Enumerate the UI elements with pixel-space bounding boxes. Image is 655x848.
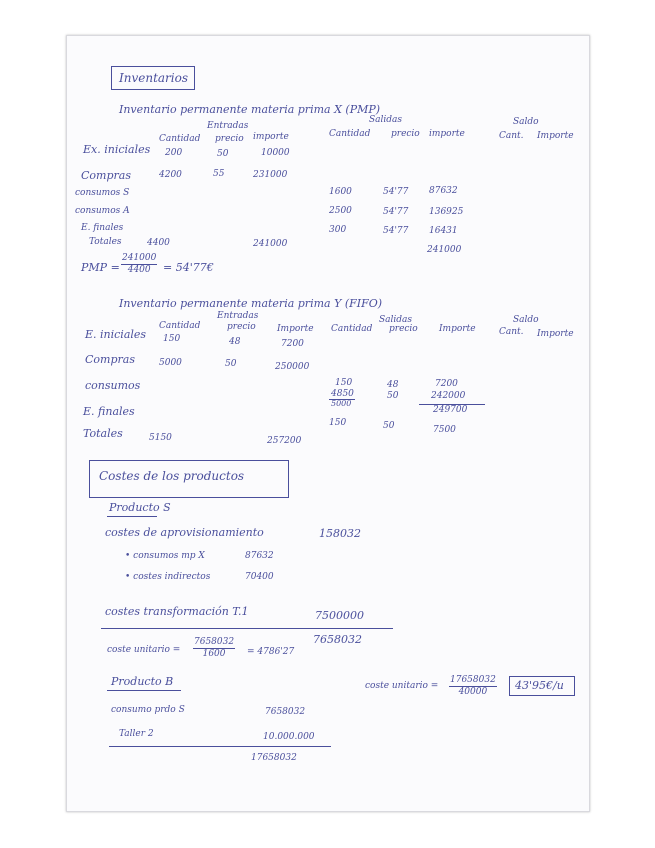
t1-col-precio-out: precio — [391, 129, 420, 139]
t2-col-cant-saldo: Cant. — [499, 327, 524, 337]
t1-tot-importe-in: 241000 — [253, 239, 288, 249]
t2-com-precio: 50 — [225, 359, 237, 369]
t2-cons-precio-b: 50 — [387, 391, 399, 401]
t2-cons-cant-a: 150 — [335, 378, 353, 388]
ps-unit-result: = 4786'27 — [247, 647, 295, 657]
producto-s-underline — [107, 516, 157, 517]
t2-cons-importe-b: 242000 — [431, 391, 466, 401]
t2-row-label-compras: Compras — [85, 353, 135, 366]
t1-tot-importe-out: 241000 — [427, 245, 462, 255]
t2-ini-precio: 48 — [229, 337, 241, 347]
t1-col-importe-saldo: Importe — [537, 131, 574, 141]
costes-title: Costes de los productos — [99, 469, 245, 483]
pb-unit-den: 40000 — [458, 687, 488, 698]
t1-ca-importe: 136925 — [429, 207, 464, 217]
ps-total: 7658032 — [313, 633, 362, 646]
t1-pmp-label: PMP = — [81, 261, 120, 274]
t2-row-label-consumos: consumos — [85, 379, 141, 392]
ps-indirectos-value: 70400 — [245, 572, 274, 582]
ps-unit-label: coste unitario = — [107, 645, 181, 655]
t1-ef-precio: 54'77 — [383, 226, 409, 236]
t1-heading: Inventario permanente materia prima X (PMP) — [119, 103, 381, 116]
t1-col-cantidad: Cantidad — [159, 134, 201, 144]
ps-indirectos-label: • costes indirectos — [125, 572, 211, 582]
t2-cons-cant-c: 5000 — [331, 399, 352, 408]
t1-com-importe: 231000 — [253, 170, 288, 180]
ps-aprov-label: costes de aprovisionamiento — [105, 526, 264, 539]
t2-com-cant: 5000 — [159, 358, 182, 368]
t2-col-importe-saldo: Importe — [537, 329, 574, 339]
t1-tot-cant: 4400 — [147, 238, 170, 248]
t1-pmp-result: = 54'77€ — [163, 261, 214, 274]
ps-unit-num: 7658032 — [193, 638, 235, 649]
t1-row-label-compras: Compras — [81, 169, 131, 182]
ps-unit-den: 1600 — [202, 649, 226, 660]
producto-b-title: Producto B — [111, 675, 174, 688]
t2-col-precio: precio — [227, 322, 256, 332]
t1-pmp-num: 241000 — [121, 254, 157, 265]
t1-salidas: Salidas — [369, 115, 403, 125]
t2-row-label-iniciales: E. iniciales — [85, 328, 147, 341]
t2-tot-importe: 257200 — [267, 436, 302, 446]
t1-row-label-totales: Totales — [89, 237, 122, 247]
t1-ca-cant: 2500 — [329, 206, 352, 216]
t2-col-cantidad: Cantidad — [159, 321, 201, 331]
ps-aprov-value: 158032 — [319, 527, 361, 540]
t2-saldo: Saldo — [513, 315, 539, 325]
pb-consumo-value: 7658032 — [265, 707, 306, 717]
t2-cons-precio-a: 48 — [387, 380, 399, 390]
notebook-sheet — [66, 35, 590, 812]
inventarios-title: Inventarios — [119, 71, 189, 85]
t1-pmp-fraction — [121, 254, 157, 276]
t2-entradas: Entradas — [217, 311, 259, 321]
pb-unit-fraction — [449, 676, 497, 698]
t1-cs-importe: 87632 — [429, 186, 458, 196]
ps-sum-line — [101, 628, 393, 629]
t1-ini-importe: 10000 — [261, 148, 290, 158]
t1-com-precio: 55 — [213, 169, 225, 179]
t1-col-cantidad-out: Cantidad — [329, 129, 371, 139]
pb-unit-num: 17658032 — [449, 676, 497, 687]
t2-col-precio2: precio — [389, 324, 418, 334]
t1-row-label-iniciales: Ex. iniciales — [83, 143, 151, 156]
t2-ef-cant: 150 — [329, 418, 347, 428]
t2-salidas: Salidas — [379, 315, 413, 325]
t2-cons-cant-b: 4850 — [331, 389, 354, 399]
t1-cs-precio: 54'77 — [383, 187, 409, 197]
t1-row-label-finales: E. finales — [81, 223, 124, 233]
t1-saldo: Saldo — [513, 117, 539, 127]
t2-ini-importe: 7200 — [281, 339, 304, 349]
ps-consumos-value: 87632 — [245, 551, 274, 561]
t1-entradas: Entradas — [207, 121, 249, 131]
pb-taller-label: Taller 2 — [119, 729, 154, 739]
t2-col-importe2: Importe — [439, 324, 476, 334]
t1-ini-cant: 200 — [165, 148, 183, 158]
pb-sum-line — [109, 746, 331, 747]
pb-unit-label: coste unitario = — [365, 681, 439, 691]
pb-taller-value: 10.000.000 — [263, 732, 315, 742]
t2-cons-importe-c: 249700 — [433, 405, 468, 415]
t1-col-precio: precio — [215, 134, 244, 144]
t2-cons-importe-a: 7200 — [435, 379, 458, 389]
t1-pmp-den: 4400 — [127, 265, 151, 276]
t2-heading: Inventario permanente materia prima Y (FIFO) — [119, 297, 383, 310]
t1-ini-precio: 50 — [217, 149, 229, 159]
t1-row-label-consumos-s: consumos S — [75, 188, 130, 198]
t1-ef-importe: 16431 — [429, 226, 458, 236]
pb-total: 17658032 — [251, 753, 297, 763]
pb-consumo-label: consumo prdo S — [111, 705, 185, 715]
t2-ini-cant: 150 — [163, 334, 181, 344]
ps-consumos-label: • consumos mp X — [125, 551, 205, 561]
t2-ef-importe: 7500 — [433, 425, 456, 435]
t1-ca-precio: 54'77 — [383, 207, 409, 217]
t1-col-cant-saldo: Cant. — [499, 131, 524, 141]
ps-unit-fraction — [193, 638, 235, 660]
ps-transf-value: 7500000 — [315, 609, 364, 622]
t2-com-importe: 250000 — [275, 362, 310, 372]
t1-com-cant: 4200 — [159, 170, 182, 180]
t1-col-importe: importe — [253, 132, 289, 142]
pb-unit-result: 43'95€/u — [515, 679, 564, 692]
t2-col-cantidad2: Cantidad — [331, 324, 373, 334]
t1-ef-cant: 300 — [329, 225, 347, 235]
t2-row-label-finales: E. finales — [83, 405, 135, 418]
t2-row-label-totales: Totales — [83, 427, 123, 440]
ps-transf-label: costes transformación T.1 — [105, 605, 249, 618]
producto-s-title: Producto S — [109, 501, 171, 514]
t1-row-label-consumos-a: consumos A — [75, 206, 130, 216]
t2-tot-cant: 5150 — [149, 433, 172, 443]
t2-col-importe: Importe — [277, 324, 314, 334]
t1-col-importe-out: importe — [429, 129, 465, 139]
t2-ef-precio: 50 — [383, 421, 395, 431]
t1-cs-cant: 1600 — [329, 187, 352, 197]
